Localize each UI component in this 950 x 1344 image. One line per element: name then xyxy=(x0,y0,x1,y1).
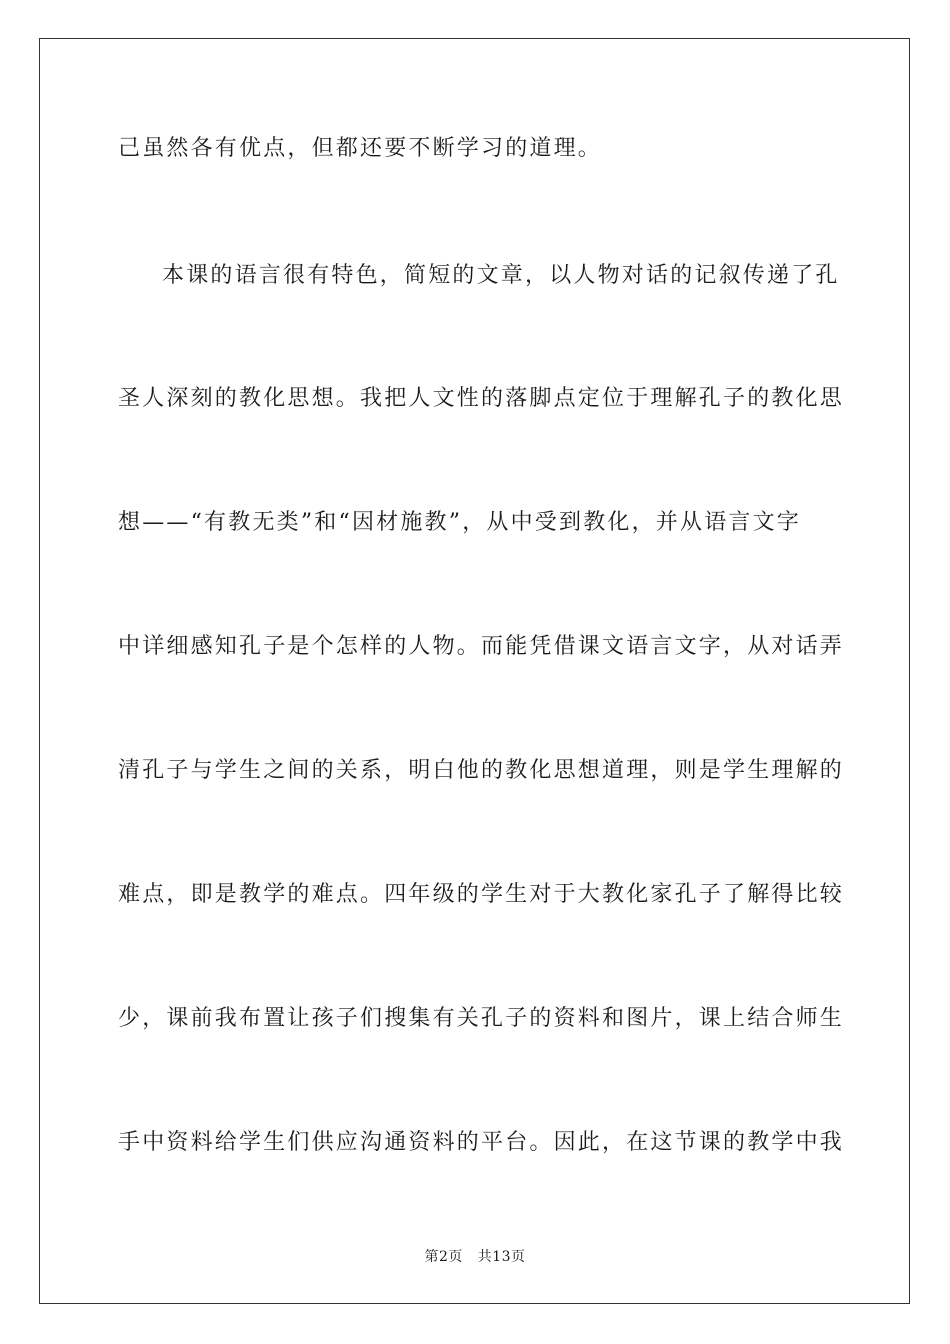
page-border xyxy=(39,38,910,1304)
text-line: 己虽然各有优点，但都还要不断学习的道理。 xyxy=(118,136,603,161)
text-line: 难点，即是教学的难点。四年级的学生对于大教化家孔子了解得比较 xyxy=(118,882,845,907)
text-line: 中详细感知孔子是个怎样的人物。而能凭借课文语言文字，从对话弄 xyxy=(118,634,845,659)
text-line: 少，课前我布置让孩子们搜集有关孔子的资料和图片，课上结合师生 xyxy=(118,1006,845,1031)
text-line: 圣人深刻的教化思想。我把人文性的落脚点定位于理解孔子的教化思 xyxy=(118,386,845,411)
paragraph-first-line: 本课的语言很有特色，简短的文章，以人物对话的记叙传递了孔 xyxy=(162,263,840,288)
page-number-footer: 第2页 共13页 xyxy=(424,1249,526,1265)
text-line: 清孔子与学生之间的关系，明白他的教化思想道理，则是学生理解的 xyxy=(118,758,845,783)
text-line: 手中资料给学生们供应沟通资料的平台。因此，在这节课的教学中我 xyxy=(118,1130,845,1155)
text-line: 想——“有教无类”和“因材施教”，从中受到教化，并从语言文字 xyxy=(118,510,801,535)
